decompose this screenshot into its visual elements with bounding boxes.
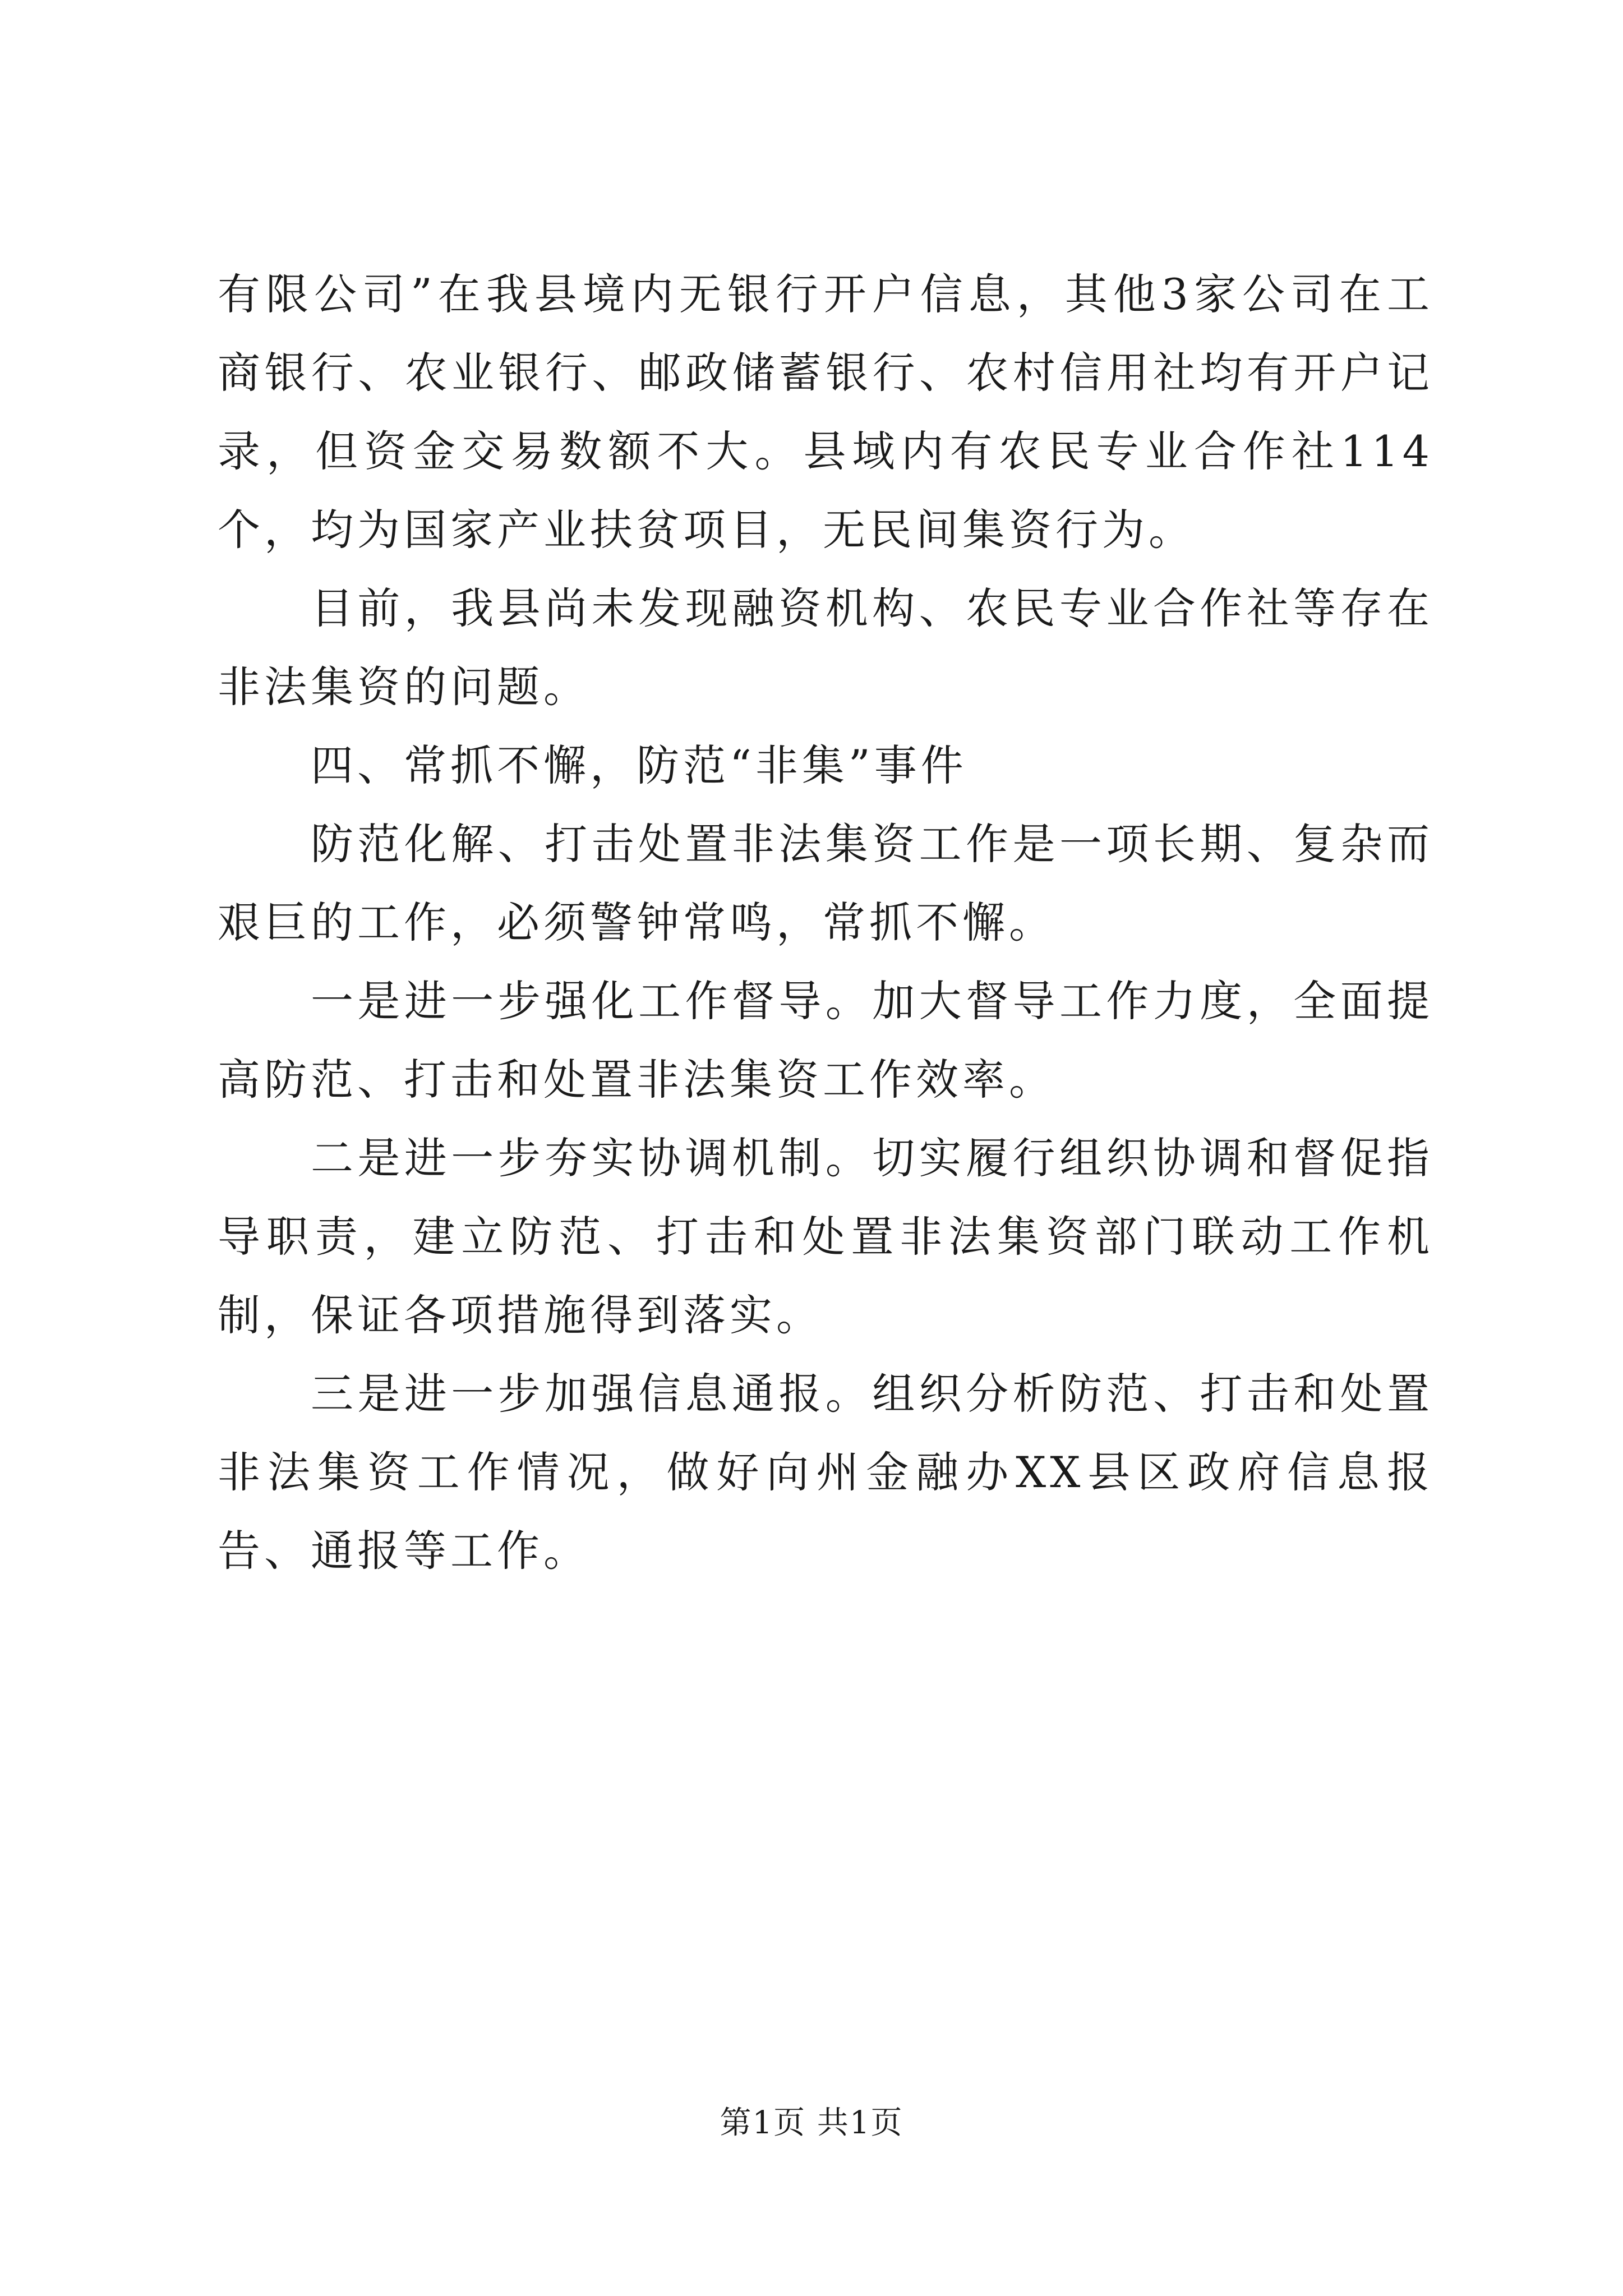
document-body: [218, 255, 1433, 1590]
section-heading: 四、常抓不懈，防范“非集”事件: [311, 740, 967, 790]
paragraph-4: 防范化解、打击处置非法集资工作是一项长期、复杂而艰巨的工作，必须警钟常鸣，常抓不懈。: [218, 819, 1433, 947]
paragraph-2: 目前，我县尚未发现融资机构、农民专业合作社等存在非法集资的问题。: [218, 583, 1433, 712]
paragraph-7: 三是进一步加强信息通报。组织分析防范、打击和处置非法集资工作情况，做好向州金融办XX县区政府信息报告、通报等工作。: [218, 1369, 1433, 1576]
paragraph-5: 一是进一步强化工作督导。加大督导工作力度，全面提高防范、打击和处置非法集资工作效率。: [218, 976, 1433, 1105]
paragraph-6: 二是进一步夯实协调机制。切实履行组织协调和督促指导职责，建立防范、打击和处置非法集资部门联动工作机制，保证各项措施得到落实。: [218, 1133, 1433, 1340]
paragraph-1: 有限公司”在我县境内无银行开户信息，其他3家公司在工商银行、农业银行、邮政储蓄银行、农村信用社均有开户记录，但资金交易数额不大。县域内有农民专业合作社114个，均为国家产业扶贫项目，无民间集资行为。: [218, 269, 1433, 555]
page-number: 第1页 共1页: [720, 2105, 903, 2141]
page-footer: [0, 2101, 1623, 2146]
